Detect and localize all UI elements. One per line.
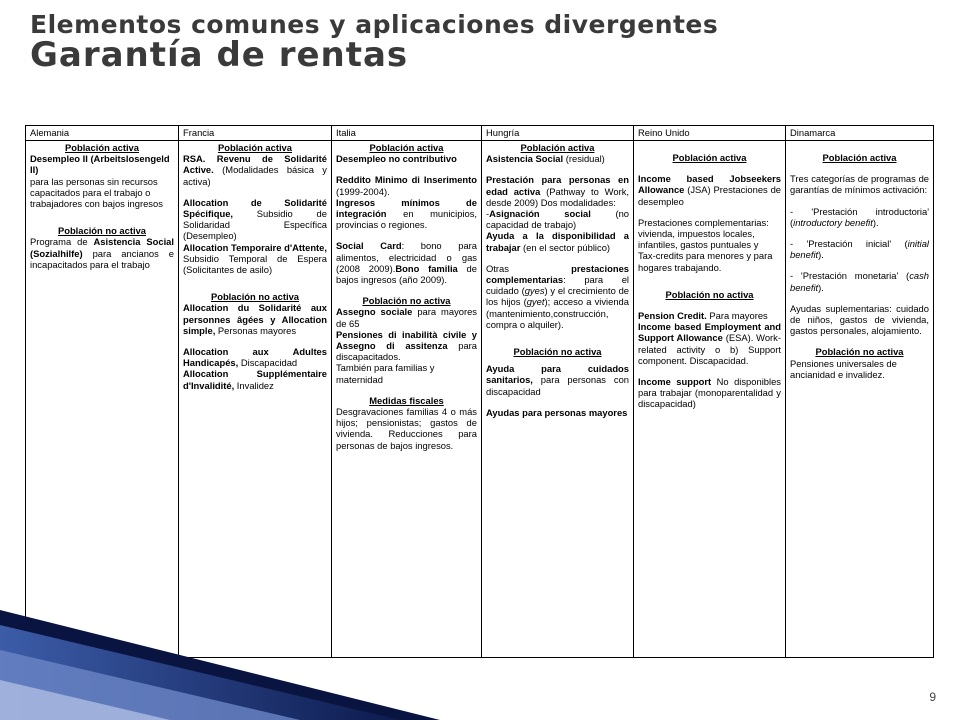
heading-medidas-fiscales: Medidas fiscales [369,394,444,406]
text-pension-credit: Pension Credit. [638,310,707,322]
text-asistencia-social: Asistencia Social [486,153,564,165]
text-aspa-desc: Personas mayores [215,324,297,336]
text-introductory-benefit: introductory benefit [793,216,873,228]
text-rsa: RSA. Revenu de Solidarité Active. [183,153,327,176]
text-cash-benefit: cash benefit [790,270,929,293]
heading-poblacion-no-activa: Población no activa [665,288,754,300]
col-header-dinamarca: Dinamarca [786,126,934,141]
text-rsa-desc: (Modalidades básica y activa) [183,164,327,187]
col-header-francia: Francia [179,126,332,141]
text-ata-desc: Subsidio Temporal de Espera (Solicitantes de asilo) [183,252,327,276]
col-header-alemania: Alemania [26,126,179,141]
text-prestaciones-complementarias: prestaciones complementarias [486,262,629,286]
text-close-paren: ). [818,249,824,261]
heading-poblacion-activa: Población activa [218,142,292,153]
text-residual: (residual) [563,153,605,165]
title-line-1: Elementos comunes y aplicaciones divergentes [30,10,719,39]
text-gyet: gyet [526,296,545,308]
text-desempleo-nc: Desempleo no contributivo [336,153,457,165]
text-income-support: Income support [638,376,712,388]
cell-reino-unido [634,141,786,658]
cell-dinamarca [786,141,934,658]
heading-poblacion-no-activa: Población no activa [362,295,451,307]
title-line-2: Garantía de rentas [30,35,409,76]
cell-hungria [482,141,634,658]
decorative-swoosh [0,580,440,720]
text-tres-categorias: Tres categorías de programas de garantías de mínimos activación: [790,173,929,196]
text-prestacion-introductoria: - 'Prestación introductoria' ( [790,205,929,228]
text-asi-desc: Invalidez [234,379,274,391]
slide-title [30,12,950,74]
text-pensiones-desc: para discapacitados. [336,340,477,363]
text-bono-desc: de bajos ingresos (año 2009). [336,262,477,286]
text-social-card: Social Card [336,240,402,252]
text-familias: También para familias y maternidad [336,362,435,385]
heading-poblacion-activa: Población activa [672,152,747,163]
col-header-hungria: Hungría [482,126,634,141]
heading-poblacion-no-activa: Población no activa [513,346,602,358]
col-header-reino-unido: Reino Unido [634,126,786,141]
text-personas-mayores: Ayudas para personas mayores [486,406,628,418]
text-pensiones-inabilita: Pensiones di inabilità civile y Assegno di assitenza [336,328,477,352]
text-ass: Allocation de Solidarité Spécifique, [183,196,327,220]
text-otras: Otras [486,262,572,274]
text-assegno-sociale: Assegno sociale [336,306,413,318]
header-row [26,126,934,141]
text-programa: Programa de [30,236,94,248]
text-ingresos-desc: en municipios, provincias o regiones. [336,208,477,231]
text-desempleo-ii: Desempleo II (Arbeitslosengeld II) [30,153,170,176]
text-discapacidad: para personas con discapacidad [486,374,629,397]
text-dash: - [486,208,490,220]
heading-poblacion-activa: Población activa [520,142,595,153]
text-close-paren: ). [872,216,879,228]
heading-poblacion-activa: Población activa [822,152,897,163]
text-crecimiento: ) y el crecimiento de los hijos ( [486,285,629,308]
page-number: 9 [929,690,936,704]
text-assegno-desc: para mayores de 65 [336,306,477,329]
heading-poblacion-no-activa: Población no activa [210,291,300,303]
text-rmi-years: (1999-2004). [336,185,390,197]
text-prestacion-monetaria: - 'Prestación monetaria' ( [790,270,910,282]
text-jsa: Income based Jobseekers Allowance [638,173,781,196]
text-aspa: Allocation du Solidarité aux personnes âgées y Allocation simple, [183,302,327,336]
text-asistencia-desc: para ancianos e incapacitados para el trabajo [30,247,174,270]
text-asignacion-social: Asignación social [489,208,591,220]
text-bono-familia: Bono familia [395,262,458,274]
text-aah: Allocation aux Adultes Handicapés, [183,346,327,369]
text-tax-credits: Tax-credits para menores y para hogares trabajando. [638,250,773,273]
text-asistencia-social: Asistencia Social (Sozialhilfe) [30,236,174,259]
text-sector-publico: (en el sector público) [520,241,611,253]
heading-poblacion-no-activa: Población no activa [57,225,147,237]
text-para-mayores: Para mayores [706,310,768,322]
text-cuidado: : para el cuidado ( [486,274,629,297]
text-ata: Allocation Temporaire d'Attente, [183,241,327,253]
text-esa: Income based Employment and Support Allowance [638,321,781,344]
text-medidas-fiscales: Desgravaciones familias 4 o más hijos; pensionistas; gastos de vivienda. Reducciones para personas de bajos ingresos. [336,406,477,451]
text-pensiones-universales: Pensiones universales de ancianidad e invalidez. [790,357,897,380]
col-header-italia: Italia [332,126,482,141]
text-ayuda-disponibilidad: Ayuda a la disponibilidad a trabajar [486,230,629,253]
text-asi: Allocation Supplémentaire d'Invalidité, [183,368,327,391]
text-jsa-desc: (JSA) Prestaciones de desempleo [638,184,781,207]
text-ayudas-suplementarias: Ayudas suplementarias: cuidado de niños, gastos de vivienda, gastos personales, alojamiento. [790,302,929,337]
text-prestaciones-complementarias: Prestaciones complementarias: vivienda, impuestos locales, infantiles, gastos puntuales y [638,216,769,251]
text-prestacion-edad-activa: Prestación para personas en edad activa [486,174,629,197]
text-cuidados-sanitarios: Ayuda para cuidados sanitarios, [486,363,629,386]
text-desempleo-ii-desc: para las personas sin recursos capacitados para el trabajo o trabajadores con bajos ingresos [30,175,163,210]
text-initial-benefit: initial benefit [790,238,929,261]
text-social-card-desc: : bono para alimentos, electricidad o gas (2008 2009). [336,240,477,274]
text-ingresos-minimos: Ingresos mínimos de integración [336,196,477,220]
text-aah-desc: Discapacidad [238,357,298,369]
text-vivienda: ); acceso a vivienda (mantenimiento,construcción, compra o alquiler). [486,296,629,330]
text-ass-desc: Subsidio de Solidaridad Específica (Desempleo) [183,208,327,242]
heading-poblacion-no-activa: Población no activa [815,346,904,358]
text-close-paren: ). [818,281,824,293]
text-income-support-desc: No disponibles para trabajar (monoparentalidad y discapacidad) [638,376,781,410]
text-gyes: gyes [524,285,545,297]
text-rmi: Reddito Minimo di Inserimento [336,174,477,186]
text-asignacion-desc: (no capacidad de trabajo) [486,208,629,231]
text-esa-desc: (ESA). Work-related activity o b) Support component. Discapacidad. [638,332,781,366]
comparison-table [25,125,934,658]
text-prestacion-inicial: - 'Prestación inicial' ( [790,238,908,250]
heading-poblacion-activa: Población activa [369,142,444,153]
heading-poblacion-activa: Población activa [65,142,139,153]
text-pathway: (Pathway to Work, desde 2009) Dos modalidades: [486,185,629,208]
